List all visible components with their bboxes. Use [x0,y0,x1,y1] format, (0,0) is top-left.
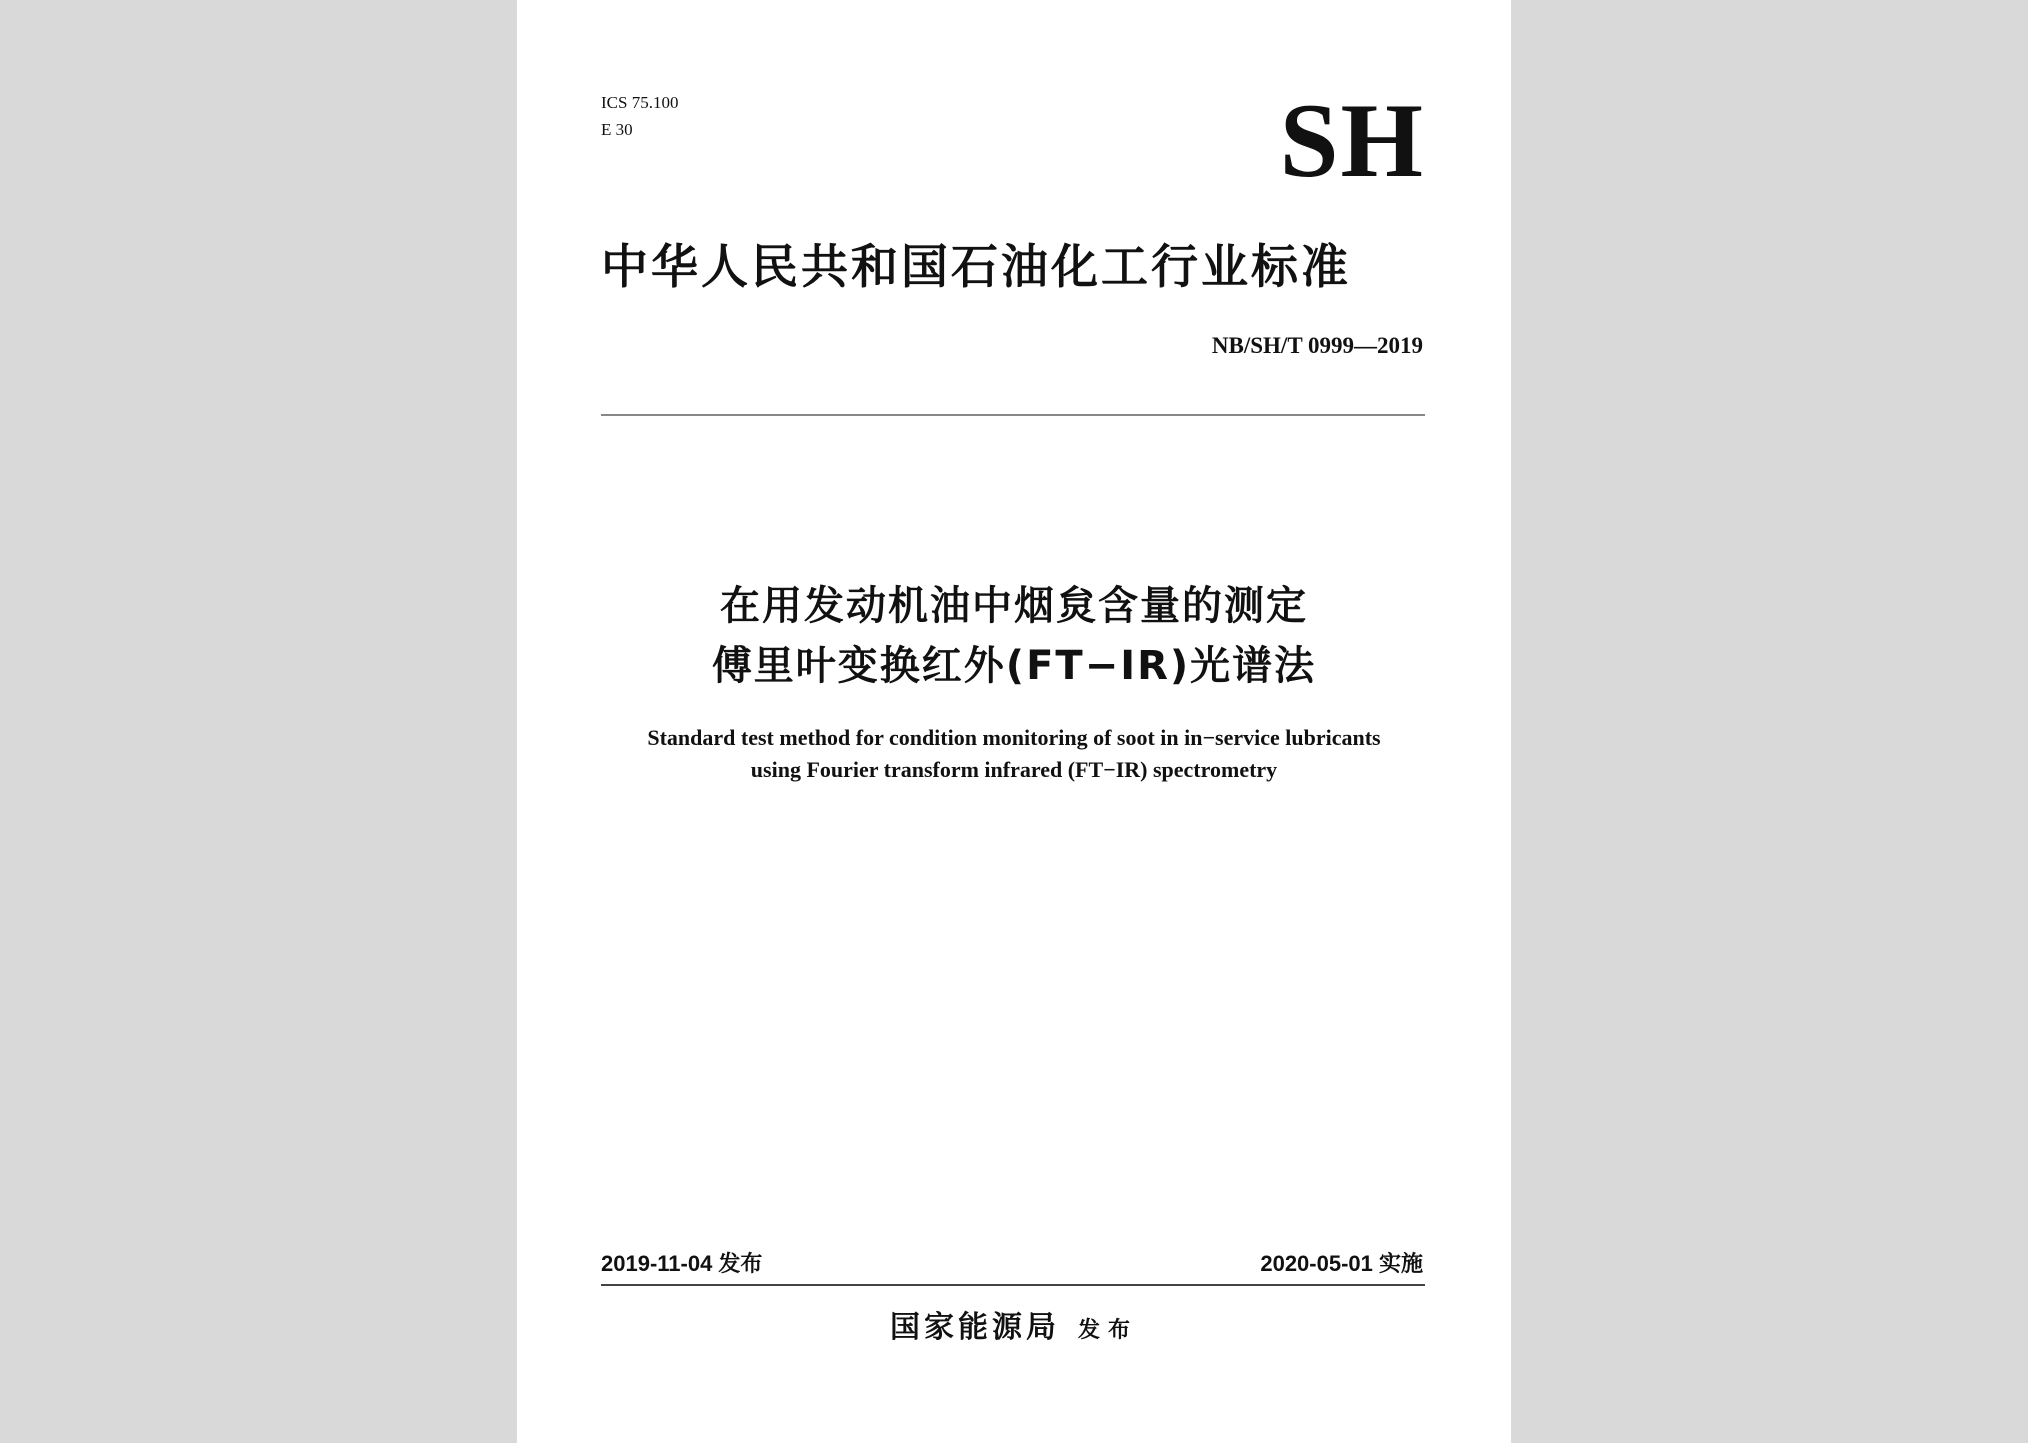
publisher-action: 发布 [1077,1318,1138,1343]
english-title-line-2: using Fourier transform infrared (FT−IR) spectrometry [750,757,1278,782]
footer-divider [601,1284,1425,1286]
standard-number: NB/SH/T 0999—2019 [1211,333,1423,358]
issue-date: 2019-11-04 发布 [601,1251,763,1276]
publisher-organization: 国家能源局 [889,1310,1060,1345]
document-page [517,0,1511,1443]
ics-code: ICS 75.100 [601,93,679,112]
implementation-date: 2020-05-01 实施 [1260,1251,1423,1276]
english-title-line-1: Standard test method for condition monitoring of soot in in−service lubricants [647,725,1381,750]
publisher [517,1308,1511,1351]
sh-mark: SH [1279,82,1425,199]
chinese-title-line-2: 傅里叶变换红外(FT−IR)光谱法 [711,643,1317,689]
ccs-code: E 30 [601,120,633,139]
standard-title: 中华人民共和国石油化工行业标准 [601,240,1351,295]
header-divider [601,414,1425,416]
chinese-title-line-1: 在用发动机油中烟炱含量的测定 [720,583,1308,629]
